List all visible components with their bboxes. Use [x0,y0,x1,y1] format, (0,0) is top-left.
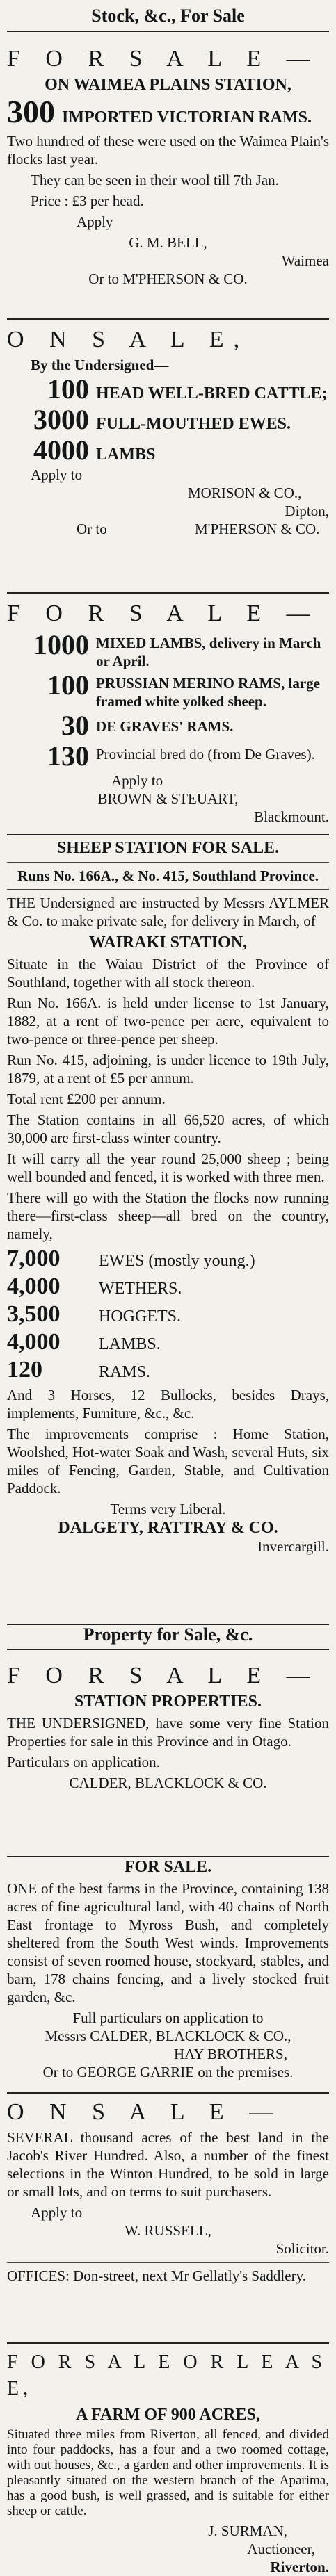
apply-label: Apply to [111,772,163,789]
item-desc: MIXED LAMBS, delivery in March or April. [96,635,321,669]
divider [7,592,329,594]
ad-jacobs-river-land [7,2094,329,2285]
ad-text: It will carry all the year round 25,000 sheep ; being well bounded and fenced, it is worked with three men. [7,1150,329,1185]
contact-place: Riverton. [270,2559,329,2575]
ad-waimea-rams [7,40,329,288]
item-desc: FULL-MOUTHED EWES. [96,415,291,433]
stock-count: 4,000 [7,1273,61,1299]
ad-text: THE UNDERSIGNED, have some very fine Station Properties for sale in this Province and in Otago. [7,1715,329,1750]
contact-name: HAY BROTHERS, [174,2046,287,2062]
quantity: 30 [61,710,89,741]
ad-title: FOR SALE. [124,1858,212,1876]
contact-place: Blackmount. [254,808,329,825]
contact-alt: Or to M'PHERSON & CO. [88,270,248,287]
item-desc: Provincial bred do (from De Graves). [96,746,315,763]
ad-text: Price : £3 per head. [31,193,144,209]
station-name: WAIRAKI STATION, [88,934,248,952]
ad-text: Run No. 415, adjoining, is under licence to 19th July, 1879, at a rent of £5 per annum. [7,1052,329,1086]
divider [7,318,329,320]
ad-text: Particulars on application. [7,1754,160,1770]
ad-lambs-rams [7,595,329,826]
stock-desc: HOGGETS. [99,1307,181,1326]
offices: OFFICES: Don-street, next Mr Gellatly's Saddlery. [7,2267,306,2284]
apply-label: Apply to [31,466,83,483]
ad-text: Two hundred of these were used on the Waimea Plain's flocks last year. [7,133,329,168]
divider [7,889,329,890]
stock-desc: RAMS. [99,1363,151,1381]
ad-runs: Runs No. 166A., & No. 415, Southland Province. [17,867,319,884]
terms: Terms very Liberal. [110,1501,226,1517]
contact-name: MORISON & CO., [188,484,302,501]
ad-farm-myross-bush [7,1857,329,2081]
ad-text: Run No. 166A. is held under license to 1st January, 1882, at a rent of two-pence per acre, equivalent to two-pence or three-pence per sheep. [7,995,329,1047]
ad-text: And 3 Horses, 12 Bullocks, besides Drays, implements, Furniture, &c., &c. [7,1387,329,1421]
ad-text: Situate in the Waiau District of the Province of Southland, together with all stock thereon. [7,956,329,991]
ad-heading: F O R S A L E — [7,46,320,72]
ad-farm-riverton [7,2344,329,2576]
ad-text: Total rent £200 per annum. [7,1091,166,1107]
ad-heading: O N S A L E, [7,327,250,352]
contact-name: BROWN & STEUART, [97,790,239,807]
contact-role: Solicitor. [275,2240,329,2257]
contact-name: G. M. BELL, [129,234,207,251]
stock-count: 7,000 [7,1246,61,1271]
ad-text: Situated three miles from Riverton, all fenced, and divided into four paddocks, has a four and a two roomed cottage, with out houses, &c., a garden and other improvements. It is pleasantly situated on the western branch of the Aparima, has a good bush, is well grassed, and is suitable for either sheep or cattle. [7,2427,329,2518]
stock-count: 120 [7,1357,42,1383]
contact-place: Waimea [281,252,329,269]
item-desc: PRUSSIAN MERINO RAMS, large framed white yolked sheep. [96,675,320,710]
apply-label: Apply [77,213,113,230]
quantity: 300 [7,94,55,129]
or-label: Or to [77,521,107,537]
ad-text: The Station contains in all 66,520 acres, of which 30,000 are first-class winter country. [7,1111,329,1146]
stock-count: 4,000 [7,1329,61,1355]
item-desc: DE GRAVES' RAMS. [96,718,234,735]
ad-heading: O N S A L E — [7,2099,283,2125]
quantity: 130 [47,740,89,772]
section-header: Property for Sale, &c. [7,1625,329,1650]
quantity: 1000 [33,629,89,660]
ad-subheading: ON WAIMEA PLAINS STATION, [45,76,291,94]
item-desc: LAMBS [96,446,156,464]
stock-desc: LAMBS. [99,1335,161,1353]
ad-wairaki-station [7,838,329,1556]
divider [7,862,329,863]
quantity: 3000 [33,404,89,435]
ad-byline: By the Undersigned— [31,357,169,373]
stock-count: 3,500 [7,1301,61,1327]
item-desc: IMPORTED VICTORIAN RAMS. [62,108,312,127]
section-header: Stock, &c., For Sale [7,0,329,32]
agent-name: DALGETY, RATTRAY & CO. [58,1519,278,1537]
agent-name: CALDER, BLACKLOCK & CO. [69,1775,267,1791]
ad-text: They can be seen in their wool till 7th Jan. [31,172,279,188]
ad-station-properties [7,1657,329,1792]
ad-text: ONE of the best farms in the Province, containing 138 acres of fine agricultural land, with 40 chains of North East frontage to Myross Bush, and completely sheltered from the South West winds. Improvements consist of seven roomed house, stockyard, stables, and barn, 178 chains fencing, and a lively stocked fruit garden, &c. [7,1880,329,2005]
ad-heading: F O R S A L E — [7,1663,320,1688]
contact-role: Auctioneer, [247,2541,315,2557]
ad-heading: F O R S A L E — [7,601,320,626]
ad-heading: F O R S A L E O R L E A S E, [7,2351,327,2399]
ad-text: There will go with the Station the flocks now running there—first-class sheep—all bred on the country, namely, [7,1189,329,1242]
apply-label: Apply to [31,2204,83,2221]
contact-name: Or to GEORGE GARRIE on the premises. [42,2064,294,2080]
ad-title: A FARM OF 900 ACRES, [76,2406,260,2424]
ad-subheading: STATION PROPERTIES. [74,1693,262,1711]
quantity: 100 [47,373,89,405]
ad-text: The improvements comprise : Home Station, Woolshed, Hot-water Soak and Wash, several Huts, six miles of Fencing, Garden, Stable, and Cultivation Paddock. [7,1426,329,1497]
quantity: 4000 [33,434,89,466]
contact-name: Messrs CALDER, BLACKLOCK & CO., [45,2028,291,2044]
ad-cattle-ewes [7,321,329,538]
ad-text: Full particulars on application to [72,2010,264,2026]
stock-desc: WETHERS. [99,1280,182,1298]
ad-text: SEVERAL thousand acres of the best land in the Jacob's River Hundred. Also, a number of the finest selections in the Winton Hundred, to be sold in large or small lots, and on terms to suit purchasers. [7,2129,329,2200]
contact-place: Dipton, [285,503,329,519]
stock-desc: EWES (mostly young.) [99,1252,255,1270]
contact-name: J. SURMAN, [208,2522,287,2539]
divider [7,834,329,835]
item-desc: HEAD WELL-BRED CATTLE; [96,384,328,402]
ad-title: SHEEP STATION FOR SALE. [56,839,280,857]
agent-place: Invercargill. [257,1538,329,1555]
contact-name: M'PHERSON & CO. [195,521,320,537]
quantity: 100 [47,669,89,701]
contact-name: W. RUSSELL, [125,2222,211,2239]
ad-text: THE Undersigned are instructed by Messrs AYLMER & Co. to make private sale, for delivery in March, of [7,895,329,929]
divider [7,2262,329,2263]
